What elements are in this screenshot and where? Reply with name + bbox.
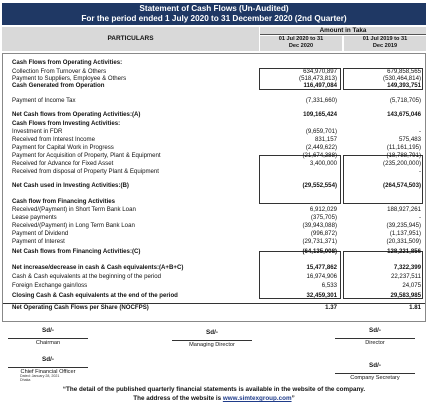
row-label: Cash Flows from Operating Activities: [12, 59, 123, 66]
signature-mark: Sd/- [42, 327, 54, 334]
row-value-2020: 831,157 [314, 136, 337, 143]
row-value-2020: 6,912,029 [309, 206, 337, 213]
row-value-2020: (64,135,008) [302, 248, 337, 255]
row-value-2019: 22,237,511 [390, 273, 421, 280]
table-header [2, 27, 426, 51]
column-header-2019-line1: 01 Jul 2019 to 31 [362, 36, 408, 42]
row-value-2020: 3,400,000 [309, 160, 337, 167]
row-label: Payment to Suppliers, Employee & Others [12, 75, 127, 82]
table-row [3, 282, 425, 290]
row-label: Received for Advance for Fixed Asset [12, 160, 114, 167]
signature-mark: Sd/- [42, 356, 54, 363]
row-value-2020: (21,674,388) [302, 152, 337, 159]
row-value-2019: 7,322,399 [393, 264, 421, 271]
row-value-2019: 188,927,261 [387, 206, 421, 213]
row-label: Payment of Income Tax [12, 97, 76, 104]
particulars-header: PARTICULARS [2, 27, 259, 51]
director-signature [335, 327, 415, 346]
row-value-2020: (518,473,813) [299, 75, 337, 82]
footnote-line1: “The detail of the published quarterly financial statements is available in the website of the company. [62, 386, 366, 393]
row-value-2019: 24,075 [402, 282, 421, 289]
dated-place: Dhaka [20, 378, 31, 382]
amount-header: Amount in Taka [260, 27, 426, 35]
table-row [3, 168, 425, 176]
table-row [3, 238, 425, 246]
table-row [3, 182, 425, 190]
footnote-prefix: The address of the website is [133, 395, 222, 402]
row-value-2020: 634,970,897 [303, 68, 337, 75]
table-row [3, 152, 425, 160]
statement-title-banner [2, 3, 426, 25]
row-label: Net Cash flows from Financing Activities:(C) [12, 248, 141, 255]
row-label: Received from disposal of Property Plant & Equipment [12, 168, 159, 175]
row-value-2019: - [418, 128, 421, 135]
row-label: Cash flow from Financing Activities [12, 198, 116, 205]
row-label: Foreign Exchange gain/loss [12, 282, 88, 289]
row-value-2019: (530,464,814) [383, 75, 421, 82]
cash-flow-table [2, 53, 426, 322]
row-label: Payment for Capital Work in Progress [12, 144, 114, 151]
row-label: Closing Cash & Cash equivalents at the end of the period [12, 292, 178, 299]
table-row [3, 248, 425, 256]
table-row [3, 144, 425, 152]
row-value-2020: (375,705) [310, 214, 337, 221]
dated-line: Dated: January 28, 2021 [20, 374, 60, 378]
footnote-line2 [4, 394, 424, 403]
table-row [3, 230, 425, 238]
cfo-title: Chief Financial Officer [8, 367, 88, 375]
website-footnote [4, 385, 424, 403]
row-value-2020: 6,533 [321, 282, 337, 289]
column-header-2020-line2: Dec 2020 [288, 43, 314, 49]
row-value-2019: 679,858,565 [387, 68, 421, 75]
dated-note [20, 374, 59, 382]
chairman-title: Chairman [8, 338, 88, 346]
row-label: Cash Flows from Investing Activities: [12, 120, 121, 127]
company-secretary-signature [335, 362, 415, 381]
row-label: Net Operating Cash Flows per Share (NOCFPS) [12, 304, 149, 311]
table-row [3, 264, 425, 272]
row-label: Net increase/decrease in cash & Cash equivalents:(A+B+C) [12, 264, 184, 271]
row-value-2020: (9,659,701) [305, 128, 337, 135]
table-row [3, 136, 425, 144]
row-value-2019: (264,574,503) [383, 182, 421, 189]
row-value-2020: 16,974,906 [306, 273, 337, 280]
row-value-2020: (29,552,554) [302, 182, 337, 189]
table-row [3, 303, 425, 312]
row-value-2019: (11,161,195) [386, 144, 421, 151]
footnote-suffix: ” [291, 395, 295, 402]
row-value-2020: (2,449,622) [305, 144, 337, 151]
row-value-2020: (996,872) [310, 230, 337, 237]
row-label: Received from Interest Income [12, 136, 95, 143]
row-label: Net Cash used in Investing Activities:(B) [12, 182, 129, 189]
row-value-2020: (29,731,371) [302, 238, 337, 245]
row-value-2019: 128,221,856 [387, 248, 421, 255]
row-value-2020: (39,943,088) [302, 222, 337, 229]
row-label: Payment of Dividend [12, 230, 69, 237]
row-value-2020: 32,459,301 [306, 292, 337, 299]
row-value-2019: 29,583,985 [390, 292, 421, 299]
row-value-2020: (7,331,660) [305, 97, 337, 104]
row-value-2019: (18,788,791) [386, 152, 421, 159]
row-label: Payment for Acquisition of Property, Plant & Equipment [12, 152, 161, 159]
row-value-2019: (20,331,509) [386, 238, 421, 245]
signature-mark: Sd/- [369, 327, 381, 334]
row-label: Received/(Payment) in Long Term Bank Loan [12, 222, 135, 229]
column-header-2020 [260, 36, 342, 51]
table-row [3, 82, 425, 90]
statement-period: For the period ended 1 July 2020 to 31 December 2020 (2nd Quarter) [81, 14, 347, 23]
row-value-2019: 1.81 [409, 304, 421, 311]
table-row [3, 206, 425, 214]
table-row [3, 59, 425, 67]
row-value-2019: 575,483 [398, 136, 421, 143]
managing-director-signature [172, 329, 252, 348]
table-row [3, 160, 425, 168]
table-row [3, 128, 425, 136]
row-label: Net Cash flows from Operating Activities:(A) [12, 111, 141, 118]
signature-mark: Sd/- [369, 362, 381, 369]
table-row [3, 111, 425, 119]
signature-mark: Sd/- [206, 329, 218, 336]
chairman-signature [8, 327, 88, 346]
cfo-signature [8, 356, 88, 375]
table-row [3, 273, 425, 281]
row-value-2019: - [418, 168, 421, 175]
row-label: Cash & Cash equivalents at the beginning of the period [12, 273, 162, 280]
row-value-2020: 116,497,084 [303, 82, 337, 89]
row-value-2019: (1,137,951) [389, 230, 421, 237]
row-value-2019: (39,235,945) [386, 222, 421, 229]
row-label: Investment in FDR [12, 128, 63, 135]
row-value-2019: - [418, 214, 421, 221]
row-value-2019: (235,200,000) [383, 160, 421, 167]
website-link[interactable]: www.simtexgroup.com [222, 395, 292, 402]
table-row [3, 214, 425, 222]
table-row [3, 198, 425, 206]
company-secretary-title: Company Secretary [335, 373, 415, 381]
table-row [3, 120, 425, 128]
row-label: Cash Generated from Operation [12, 82, 105, 89]
statement-title: Statement of Cash Flows (Un-Audited) [139, 4, 289, 13]
row-label: Lease payments [12, 214, 57, 221]
column-header-2019-line2: Dec 2019 [372, 43, 398, 49]
row-label: Payment of Interest [12, 238, 65, 245]
row-value-2019: 143,675,046 [387, 111, 421, 118]
row-value-2020: 109,165,424 [303, 111, 337, 118]
row-value-2020: 1.37 [325, 304, 337, 311]
table-row [3, 222, 425, 230]
row-label: Collection From Turnover & Others [12, 68, 107, 75]
row-value-2019: 149,393,751 [387, 82, 421, 89]
column-header-2019 [344, 36, 426, 51]
row-label: Received/(Payment) in Short Term Bank Loan [12, 206, 136, 213]
managing-director-title: Managing Director [172, 340, 252, 348]
director-title: Director [335, 338, 415, 346]
table-row [3, 292, 425, 300]
column-header-2020-line1: 01 Jul 2020 to 31 [278, 36, 324, 42]
row-value-2019: (5,718,705) [389, 97, 421, 104]
row-value-2020: 15,477,862 [306, 264, 337, 271]
table-row [3, 97, 425, 105]
